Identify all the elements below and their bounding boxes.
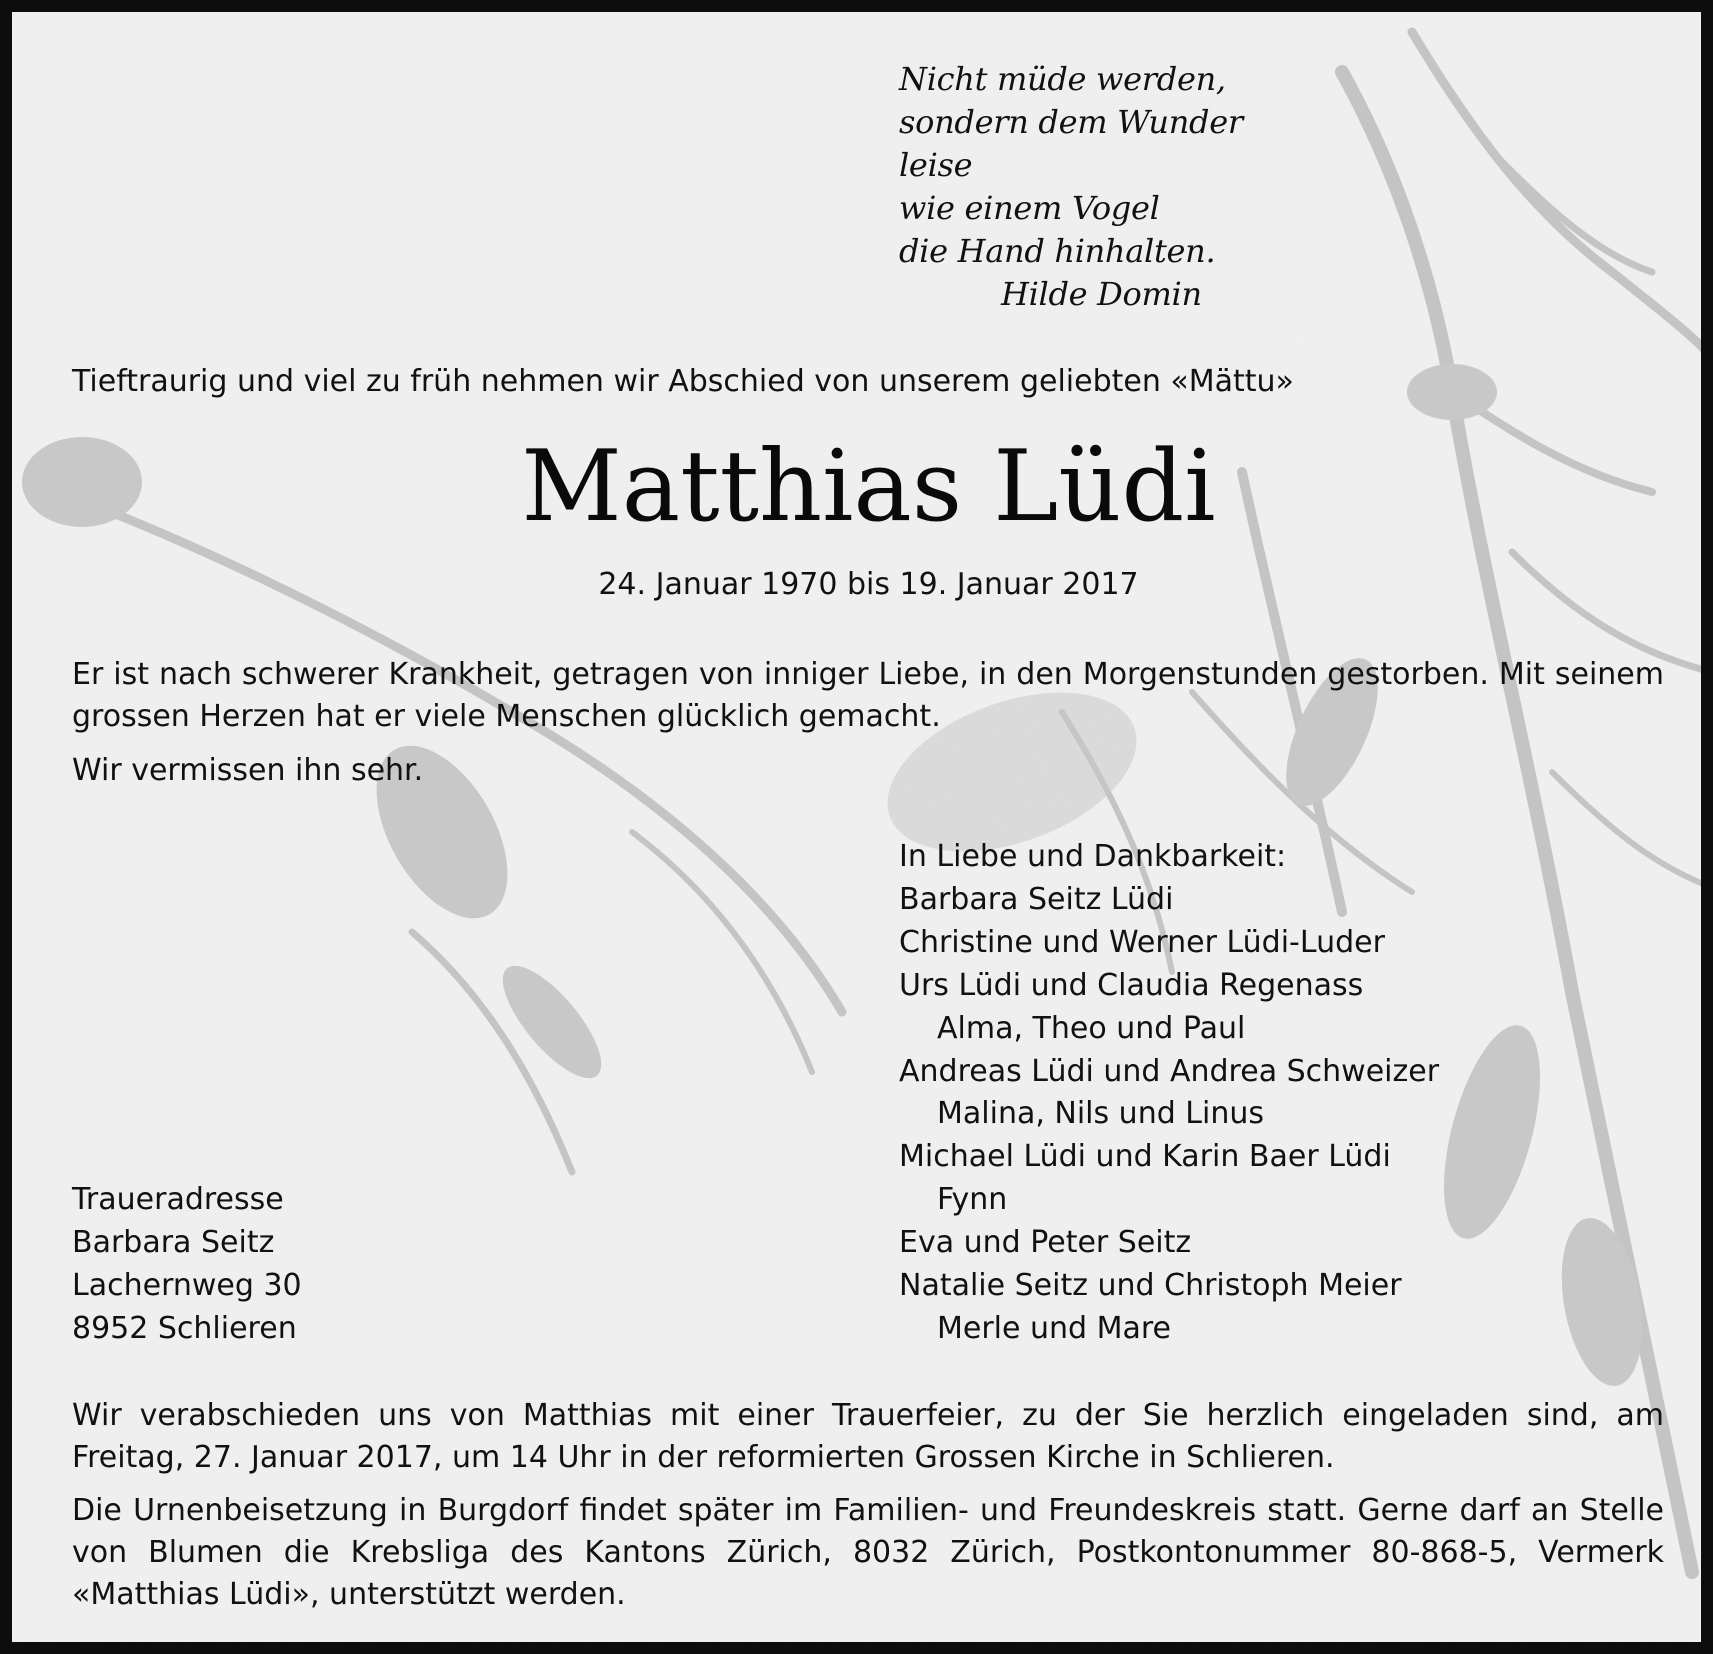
quote-line: Nicht müde werden, <box>899 60 1226 98</box>
paragraph-illness: Er ist nach schwerer Krankheit, getragen von inniger Liebe, in den Morgenstunden gestorben. Mit seinem grossen Herzen hat er viele Menschen glücklich gemacht. <box>72 657 1664 734</box>
family-heading: In Liebe und Dankbarkeit: <box>899 839 1287 874</box>
quote-line: die Hand hinhalten. <box>899 232 1216 270</box>
quote-line: sondern dem Wunder <box>899 103 1243 141</box>
family-member-children: Alma, Theo und Paul <box>937 1010 1246 1046</box>
address-line: Lachernweg 30 <box>72 1268 302 1303</box>
address-heading: Traueradresse <box>72 1182 284 1217</box>
family-member-children: Malina, Nils und Linus <box>937 1096 1264 1132</box>
quote-line: leise <box>899 146 973 184</box>
mourning-address <box>72 1178 572 1350</box>
deceased-name: Matthias Lüdi <box>521 430 1216 544</box>
content-layer <box>12 12 1713 1654</box>
intro-text: Tieftraurig und viel zu früh nehmen wir Abschied von unserem geliebten «Mättu» <box>72 364 1294 399</box>
family-member-children: Fynn <box>937 1182 1008 1218</box>
quote-line: wie einem Vogel <box>899 189 1160 227</box>
family-member-children: Merle und Mare <box>937 1310 1172 1346</box>
family-member: Urs Lüdi und Claudia Regenass <box>899 967 1364 1003</box>
family-member: Michael Lüdi und Karin Baer Lüdi <box>899 1139 1391 1175</box>
life-dates: 24. Januar 1970 bis 19. Januar 2017 <box>598 567 1139 602</box>
paragraph-miss: Wir vermissen ihn sehr. <box>72 753 424 788</box>
poem-quote <box>899 58 1319 316</box>
family-member: Natalie Seitz und Christoph Meier <box>899 1268 1402 1304</box>
family-member: Andreas Lüdi und Andrea Schweizer <box>899 1053 1440 1089</box>
address-line: Barbara Seitz <box>72 1225 275 1260</box>
family-list <box>899 836 1659 1351</box>
address-line: 8952 Schlieren <box>72 1311 297 1346</box>
family-member: Christine und Werner Lüdi-Luder <box>899 924 1385 960</box>
quote-author: Hilde Domin <box>1001 275 1202 313</box>
family-member: Eva und Peter Seitz <box>899 1225 1192 1261</box>
paragraph-burial: Die Urnenbeisetzung in Burgdorf findet später im Familien- und Freundeskreis statt. Gerne darf an Stelle von Blumen die Krebsliga des Kantons Zürich, 8032 Zürich, Postkontonummer 80-868-5, Vermerk «Matthias Lüdi», unterstützt werden. <box>72 1493 1664 1612</box>
paragraph-ceremony: Wir verabschieden uns von Matthias mit einer Trauerfeier, zu der Sie herzlich eingeladen sind, am Freitag, 27. Januar 2017, um 14 Uhr in der reformierten Grossen Kirche in Schlieren. <box>72 1398 1664 1475</box>
family-member: Barbara Seitz Lüdi <box>899 881 1174 917</box>
